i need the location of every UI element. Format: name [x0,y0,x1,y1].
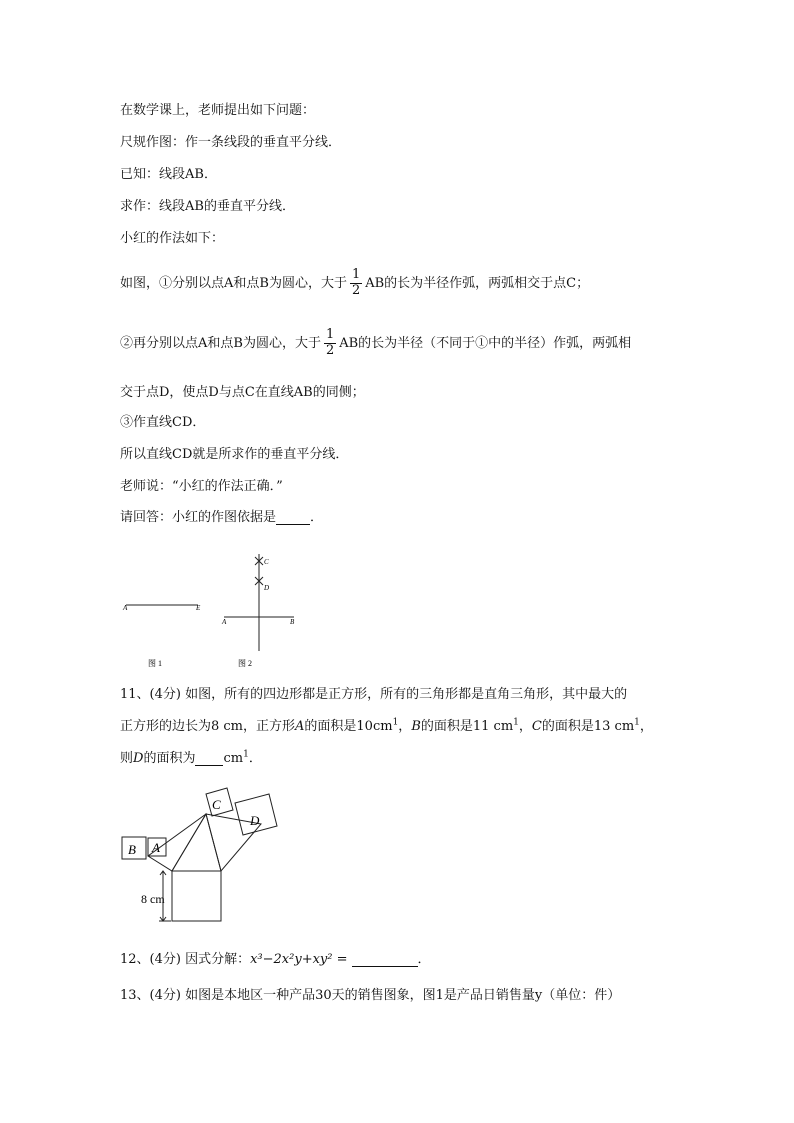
label-b: B [128,842,136,857]
frac-denominator: 2 [325,342,335,358]
q10-require: 求作：线段AB的垂直平分线． [120,199,295,214]
q10-intro: 在数学课上，老师提出如下问题： [120,103,316,118]
construction-figure [118,548,308,672]
q11-var-a: A [295,719,305,734]
q10-step1 [120,268,589,299]
answer-blank[interactable] [276,511,310,525]
q11-var-b: B [411,719,421,734]
q11-figure [115,782,295,930]
side-length-label: 8 cm [141,892,165,906]
q10-given: 已知：线段AB． [120,167,217,182]
answer-blank[interactable] [352,953,418,967]
comma: ， [639,719,653,734]
q10-step2-a: ②再分别以点A和点B为圆心，大于 [120,335,321,351]
pythagoras-tree-figure [115,782,295,930]
q13-text: 13、(4分) 如图是本地区一种产品30天的销售图象，图1是产品日销售量y（单位：件） [120,988,621,1003]
fig1-label-a: A [123,604,128,612]
fig2-label-c: C [264,558,269,566]
q12-end: ． [417,952,431,967]
q10-teacher: 老师说：“小红的作法正确．” [120,479,283,494]
q11-line2-a: 正方形的边长为8 cm，正方形 [120,719,296,734]
one-half-fraction [324,328,336,359]
q11-line2-b: 的面积是10cm [304,719,393,734]
q10-ask [120,511,323,525]
q11-var-c: C [531,719,542,734]
q10-step2 [120,328,631,359]
q10-step1-a: 如图，①分别以点A和点B为圆心，大于 [120,275,347,291]
q11-line3-a: 则 [120,751,134,766]
q11-line2-d: 的面积是11 cm [420,719,514,734]
q11-line2-f: 的面积是13 cm [541,719,635,734]
largest-square [172,871,221,921]
superscript: 1 [634,717,640,728]
fig1-label-e: E [196,604,201,612]
q10-step2-cont: 交于点D，使点D与点C在直线AB的同侧； [120,385,365,400]
q11-var-d: D [133,751,144,766]
q11-line3-b: 的面积为 [143,751,196,766]
comma: ， [398,719,412,734]
q12-prefix: 12、(4分) 因式分解： [120,952,251,967]
superscript: 1 [392,717,399,728]
q10-ask-end: ． [310,510,324,525]
superscript: 1 [243,749,249,760]
frac-numerator: 1 [351,267,361,282]
q12 [120,953,431,967]
comma: ， [518,719,532,734]
q10-ask-text: 请回答：小红的作图依据是 [120,510,277,525]
one-half-fraction [350,268,362,299]
label-c: C [212,797,221,812]
fig1-caption: 图 1 [148,659,162,668]
q10-method-title: 小红的作法如下： [120,231,225,246]
fig2-label-b: B [290,618,295,626]
q10-step1-b: AB的长为半径作弧，两弧相交于点C； [365,275,590,291]
q11-unit: cm [223,751,244,766]
q12-expression: x³−2x²y+xy² = [250,952,348,967]
fig2-caption: 图 2 [238,659,252,668]
q11-line1: 11、(4分) 如图，所有的四边形都是正方形，所有的三角形都是直角三角形，其中最大的 [120,687,628,702]
label-a: A [152,840,160,855]
q11-line2 [120,717,653,734]
answer-blank[interactable] [195,752,223,766]
q10-task: 尺规作图：作一条线段的垂直平分线． [120,135,342,150]
q10-step2-b: AB的长为半径（不同于①中的半径）作弧，两弧相 [339,335,632,351]
q11-line3 [120,749,262,766]
frac-denominator: 2 [351,282,361,298]
q10-step3: ③作直线CD． [120,415,206,430]
fig2-label-d: D [264,584,270,592]
label-d: D [250,813,260,828]
q10-conclusion: 所以直线CD就是所求作的垂直平分线． [120,447,349,462]
q10-figures [118,548,308,672]
frac-numerator: 1 [325,327,335,342]
q11-line3-end: ． [248,751,262,766]
superscript: 1 [513,717,519,728]
fig2-label-a: A [222,618,227,626]
